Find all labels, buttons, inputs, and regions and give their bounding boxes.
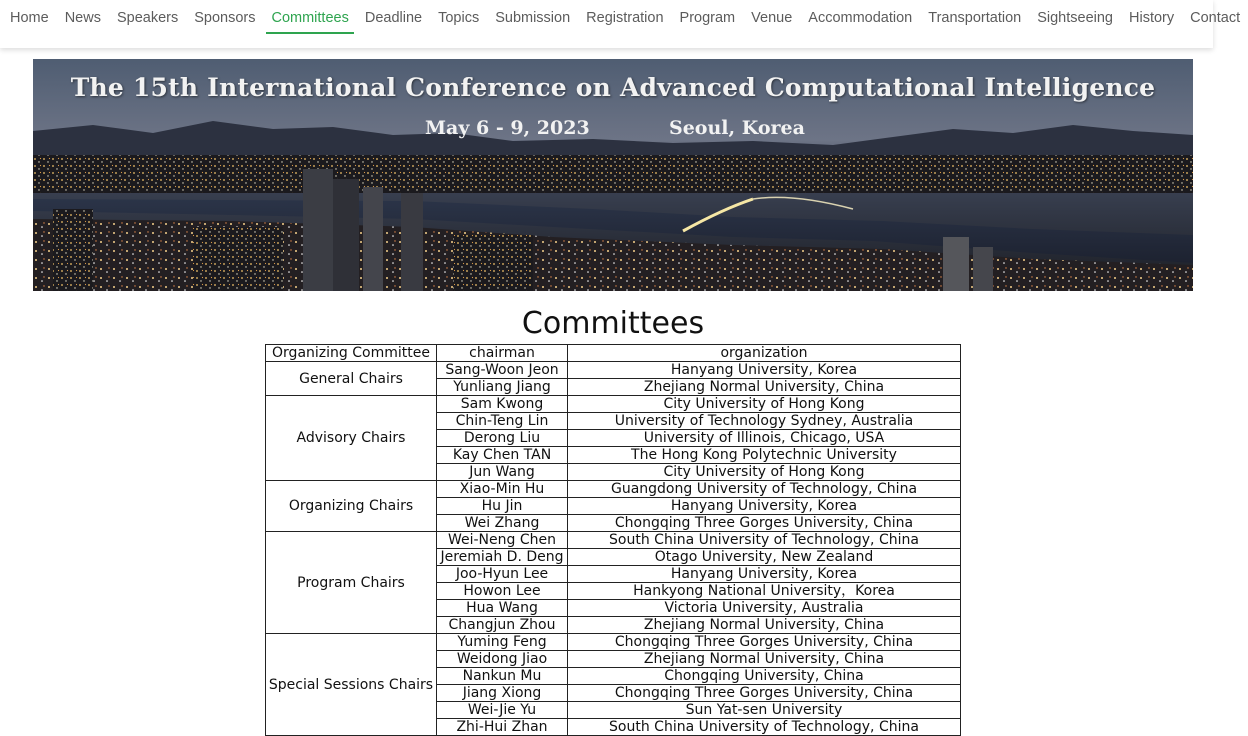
table-row	[266, 481, 961, 498]
organization-cell: Victoria University, Australia	[568, 600, 961, 617]
chairman-name-cell: Yuming Feng	[437, 634, 568, 651]
nav-item-submission[interactable]: Submission	[495, 10, 571, 26]
nav-item-contact[interactable]: Contact	[1190, 10, 1241, 26]
nav-item-home[interactable]: Home	[10, 10, 49, 26]
chairman-name-cell: Sang-Woon Jeon	[437, 362, 568, 379]
page-title: Committees	[521, 306, 705, 341]
committee-role-cell: Program Chairs	[266, 532, 437, 634]
nav-item-history[interactable]: History	[1129, 10, 1175, 26]
committee-role-cell: Advisory Chairs	[266, 396, 437, 481]
committee-role-cell: General Chairs	[266, 362, 437, 396]
chairman-name-cell: Changjun Zhou	[437, 617, 568, 634]
column-header: organization	[568, 345, 961, 362]
organization-cell: City University of Hong Kong	[568, 396, 961, 413]
organization-cell: Otago University, New Zealand	[568, 549, 961, 566]
nav-item-accommodation[interactable]: Accommodation	[808, 10, 913, 26]
column-header: Organizing Committee	[266, 345, 437, 362]
banner-location: Seoul, Korea	[669, 117, 805, 139]
chairman-name-cell: Jeremiah D. Deng	[437, 549, 568, 566]
nav-item-transportation[interactable]: Transportation	[928, 10, 1022, 26]
chairman-name-cell: Wei Zhang	[437, 515, 568, 532]
chairman-name-cell: Joo-Hyun Lee	[437, 566, 568, 583]
table-header-row	[266, 345, 961, 362]
chairman-name-cell: Sam Kwong	[437, 396, 568, 413]
table-row	[266, 532, 961, 549]
organization-cell: Guangdong University of Technology, China	[568, 481, 961, 498]
chairman-name-cell: Chin-Teng Lin	[437, 413, 568, 430]
organization-cell: South China University of Technology, China	[568, 719, 961, 736]
chairman-name-cell: Weidong Jiao	[437, 651, 568, 668]
organization-cell: Sun Yat-sen University	[568, 702, 961, 719]
nav-item-deadline[interactable]: Deadline	[364, 10, 423, 26]
chairman-name-cell: Derong Liu	[437, 430, 568, 447]
organization-cell: The Hong Kong Polytechnic University	[568, 447, 961, 464]
nav-item-committees[interactable]: Committees	[263, 0, 356, 38]
chairman-name-cell: Hua Wang	[437, 600, 568, 617]
nav-item-topics[interactable]: Topics	[438, 10, 480, 26]
nav-item-venue[interactable]: Venue	[751, 10, 793, 26]
committees-table	[265, 344, 961, 736]
organization-cell: Zhejiang Normal University, China	[568, 651, 961, 668]
organization-cell: South China University of Technology, China	[568, 532, 961, 549]
organization-cell: Zhejiang Normal University, China	[568, 617, 961, 634]
chairman-name-cell: Howon Lee	[437, 583, 568, 600]
chairman-name-cell: Xiao-Min Hu	[437, 481, 568, 498]
organization-cell: Hanyang University, Korea	[568, 362, 961, 379]
banner-date: May 6 - 9, 2023	[425, 117, 590, 139]
nav-item-registration[interactable]: Registration	[586, 10, 664, 26]
organization-cell: Hanyang University, Korea	[568, 498, 961, 515]
nav-item-sightseeing[interactable]: Sightseeing	[1037, 10, 1113, 26]
table-row	[266, 634, 961, 651]
chairman-name-cell: Wei-Jie Yu	[437, 702, 568, 719]
organization-cell: Chongqing Three Gorges University, China	[568, 685, 961, 702]
organization-cell: University of Illinois, Chicago, USA	[568, 430, 961, 447]
organization-cell: Hankyong National University，Korea	[568, 583, 961, 600]
chairman-name-cell: Hu Jin	[437, 498, 568, 515]
chairman-name-cell: Kay Chen TAN	[437, 447, 568, 464]
committee-role-cell: Organizing Chairs	[266, 481, 437, 532]
column-header: chairman	[437, 345, 568, 362]
chairman-name-cell: Jiang Xiong	[437, 685, 568, 702]
chairman-name-cell: Zhi-Hui Zhan	[437, 719, 568, 736]
organization-cell: Chongqing Three Gorges University, China	[568, 634, 961, 651]
nav-menu	[0, 0, 1241, 48]
banner-title: The 15th International Conference on Advanced Computational Intelligence	[70, 73, 1156, 102]
organization-cell: Chongqing Three Gorges University, China	[568, 515, 961, 532]
nav-item-program[interactable]: Program	[679, 10, 736, 26]
committee-role-cell: Special Sessions Chairs	[266, 634, 437, 736]
organization-cell: University of Technology Sydney, Australia	[568, 413, 961, 430]
nav-item-sponsors[interactable]: Sponsors	[194, 10, 256, 26]
chairman-name-cell: Yunliang Jiang	[437, 379, 568, 396]
nav-item-speakers[interactable]: Speakers	[116, 10, 179, 26]
organization-cell: Hanyang University, Korea	[568, 566, 961, 583]
organization-cell: Zhejiang Normal University, China	[568, 379, 961, 396]
table-row	[266, 362, 961, 379]
organization-cell: City University of Hong Kong	[568, 464, 961, 481]
chairman-name-cell: Wei-Neng Chen	[437, 532, 568, 549]
top-nav	[0, 0, 1241, 48]
chairman-name-cell: Jun Wang	[437, 464, 568, 481]
chairman-name-cell: Nankun Mu	[437, 668, 568, 685]
organization-cell: Chongqing University, China	[568, 668, 961, 685]
conference-banner	[33, 59, 1193, 291]
nav-item-news[interactable]: News	[64, 10, 101, 26]
table-row	[266, 396, 961, 413]
